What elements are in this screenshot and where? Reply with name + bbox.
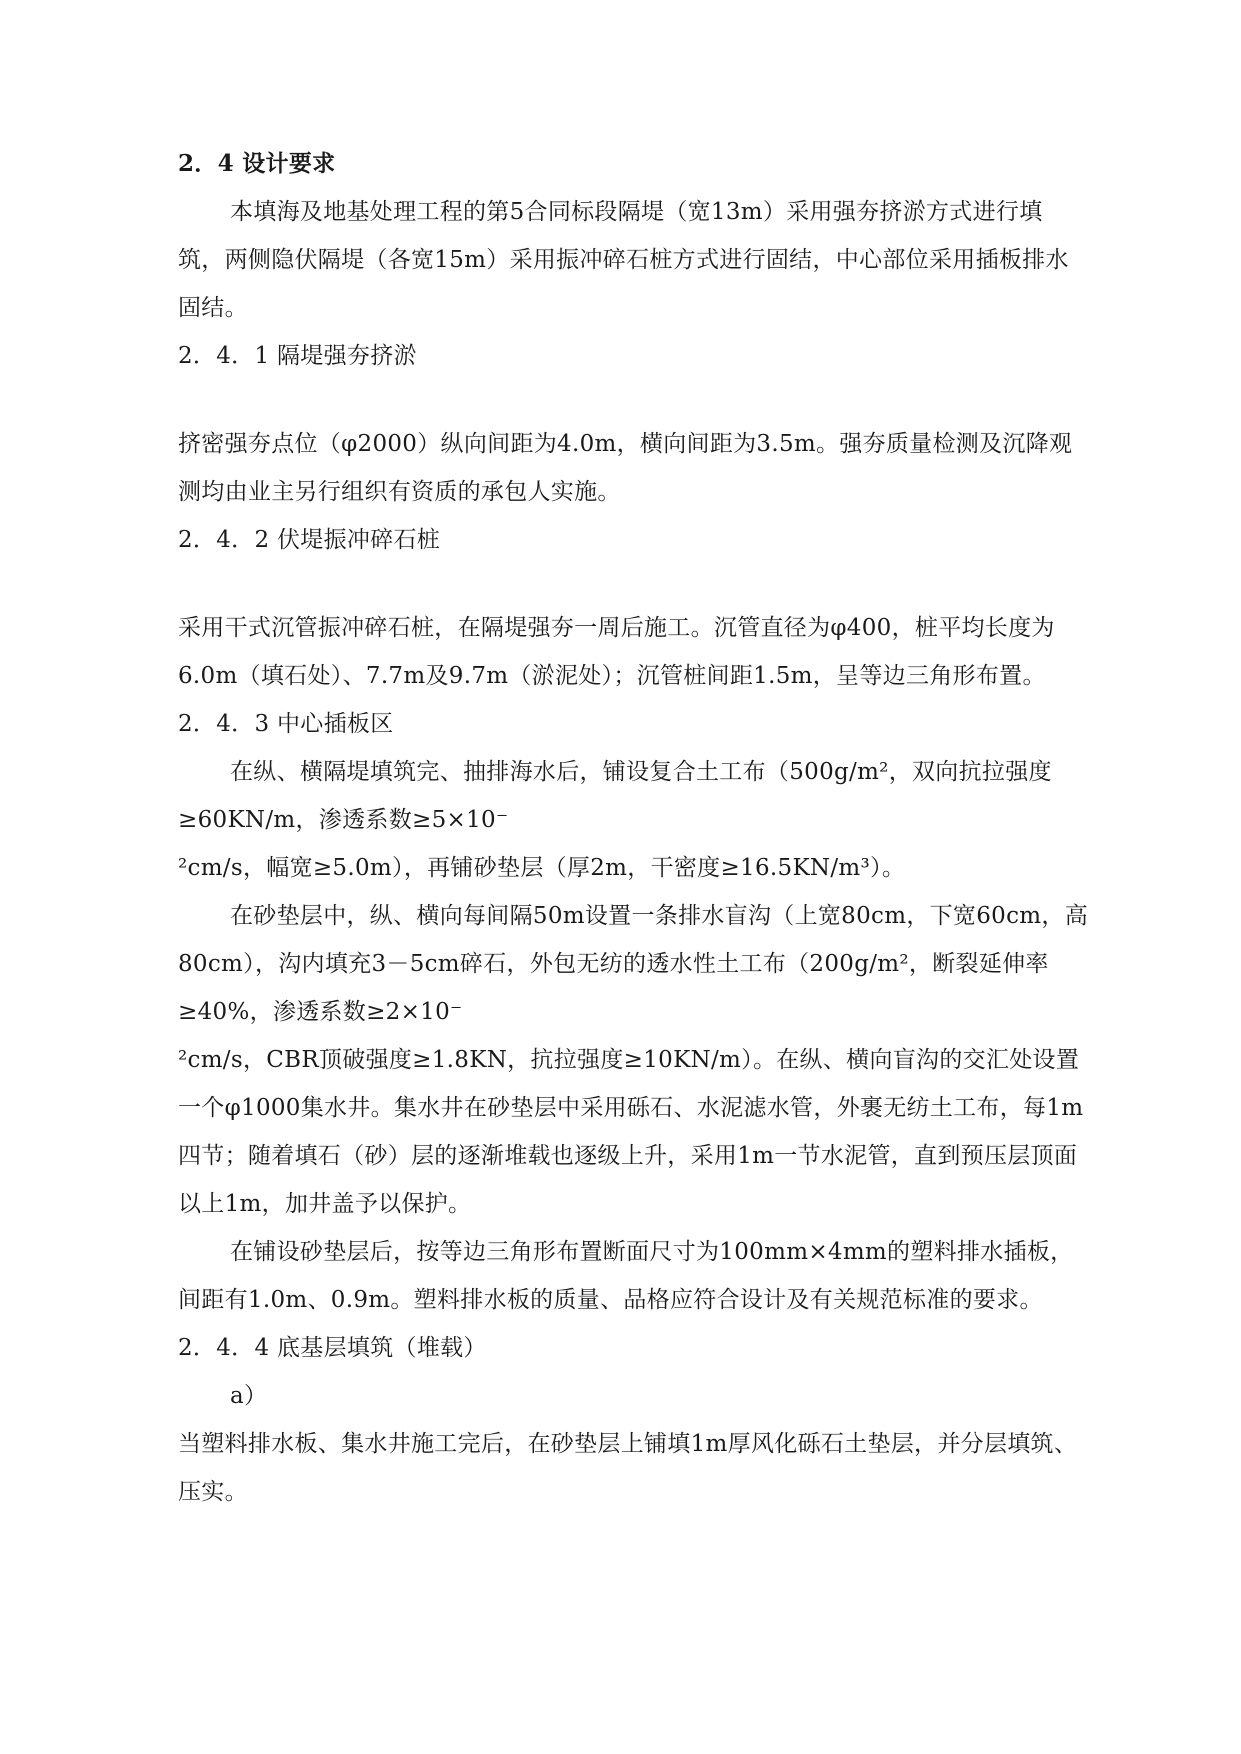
subsection-heading-2-4-1: 2．4．1 隔堤强夯挤淤	[178, 343, 417, 369]
subsection-heading-2-4-3: 2．4．3 中心插板区	[178, 711, 394, 737]
paragraph-2-4-3-a-line2: ²cm/s，幅宽≥5.0m），再铺砂垫层（厚2m，干密度≥16.5KN/m³）。	[178, 855, 906, 881]
document-body	[178, 140, 1088, 1516]
paragraph-2-4-3-a-line1: 在纵、横隔堤填筑完、抽排海水后，铺设复合土工布（500g/m²，双向抗拉强度≥60KN/m，渗透系数≥5×10⁻	[178, 759, 1052, 833]
paragraph-2-4-3-b-line1: 在砂垫层中，纵、横向每间隔50m设置一条排水盲沟（上宽80cm，下宽60cm，高80cm），沟内填充3－5cm碎石，外包无纺的透水性土工布（200g/m²，断裂延伸率≥40%，渗透系数≥2×10⁻	[178, 903, 1088, 1025]
intro-paragraph: 本填海及地基处理工程的第5合同标段隔堤（宽13m）采用强夯挤淤方式进行填筑，两侧隐伏隔堤（各宽15m）采用振冲碎石桩方式进行固结，中心部位采用插板排水固结。	[178, 199, 1069, 321]
spacer	[178, 380, 1088, 420]
paragraph-2-4-2: 采用干式沉管振冲碎石桩，在隔堤强夯一周后施工。沉管直径为φ400，桩平均长度为6.0m（填石处）、7.7m及9.7m（淤泥处）；沉管桩间距1.5m，呈等边三角形布置。	[178, 615, 1055, 689]
section-title: 2．4 设计要求	[178, 150, 336, 177]
paragraph-2-4-1: 挤密强夯点位（φ2000）纵向间距为4.0m，横向间距为3.5m。强夯质量检测及沉降观测均由业主另行组织有资质的承包人实施。	[178, 431, 1073, 505]
spacer	[178, 564, 1088, 604]
subsection-heading-2-4-4: 2．4．4 底基层填筑（堆载）	[178, 1335, 487, 1361]
list-item-marker-a: a）	[230, 1383, 268, 1409]
subsection-heading-2-4-2: 2．4．2 伏堤振冲碎石桩	[178, 527, 441, 553]
paragraph-2-4-4-a: 当塑料排水板、集水井施工完后，在砂垫层上铺填1m厚风化砾石土垫层，并分层填筑、压实。	[178, 1431, 1078, 1505]
paragraph-2-4-3-c: 在铺设砂垫层后，按等边三角形布置断面尺寸为100mm×4mm的塑料排水插板，间距有1.0m、0.9m。塑料排水板的质量、品格应符合设计及有关规范标准的要求。	[178, 1239, 1074, 1313]
paragraph-2-4-3-b-line2: ²cm/s，CBR顶破强度≥1.8KN，抗拉强度≥10KN/m）。在纵、横向盲沟的交汇处设置一个φ1000集水井。集水井在砂垫层中采用砾石、水泥滤水管，外裹无纺土工布，每1m四节；随着填石（砂）层的逐渐堆载也逐级上升，采用1m一节水泥管，直到预压层顶面以上1m，加井盖予以保护。	[178, 1047, 1084, 1217]
